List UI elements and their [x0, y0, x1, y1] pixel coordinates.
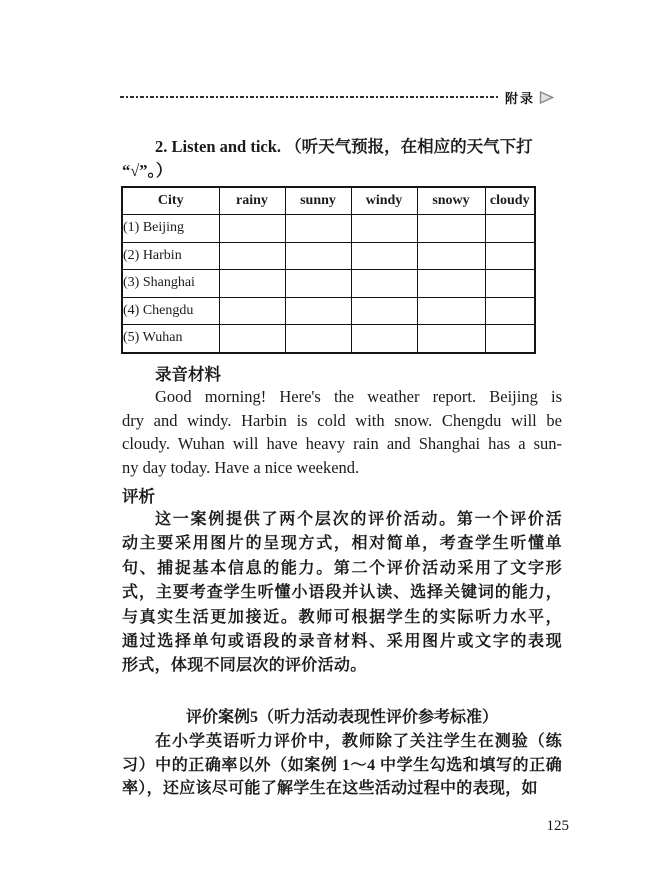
- tick-cell: [219, 325, 285, 353]
- tick-cell: [417, 242, 485, 270]
- analysis-line: 通过选择单句或语段的录音材料、采用图片或文字的表现: [122, 633, 562, 651]
- analysis-line: 式，主要考查学生听懂小语段并认读、选择关键词的能力，: [122, 584, 562, 602]
- table-row: [122, 297, 535, 325]
- col-header-windy: windy: [351, 187, 417, 215]
- city-cell: (4) Chengdu: [122, 297, 219, 325]
- exercise-title-line-2: “√”。）: [122, 161, 173, 180]
- tick-cell: [351, 325, 417, 353]
- tick-cell: [285, 270, 351, 298]
- tick-cell: [285, 242, 351, 270]
- city-cell: (1) Beijing: [122, 215, 219, 243]
- analysis-line: 句、捕捉基本信息的能力。第二个评价活动采用了文字形: [122, 559, 562, 577]
- tick-cell: [285, 297, 351, 325]
- right-triangle-icon: [539, 91, 554, 104]
- case5-paragraph: [122, 730, 562, 801]
- tick-cell: [285, 325, 351, 353]
- exercise-title-line-1: 2. Listen and tick. （听天气预报，在相应的天气下打: [155, 137, 533, 156]
- analysis-paragraph: [122, 508, 562, 679]
- analysis-line: 这一案例提供了两个层次的评价活动。第一个评价活: [155, 511, 562, 528]
- page-number: 125: [546, 818, 569, 834]
- tick-cell: [351, 270, 417, 298]
- tick-cell: [351, 297, 417, 325]
- exercise-title: [122, 135, 562, 183]
- analysis-line: 形式，体现不同层次的评价活动。: [122, 657, 367, 675]
- case5-heading: 评价案例5（听力活动表现性评价参考标准）: [185, 709, 498, 726]
- table-row: [122, 325, 535, 353]
- analysis-line: 动主要采用图片的呈现方式，相对简单，考查学生听懂单: [122, 535, 562, 553]
- analysis-line: 与真实生活更加接近。教师可根据学生的实际听力水平，: [122, 608, 562, 626]
- transcript-line: cloudy. Wuhan will have heavy rain and Shanghai has a sun-: [122, 434, 562, 454]
- recording-heading: 录音材料: [155, 365, 221, 384]
- header-section-label: 附录: [504, 90, 535, 106]
- tick-cell: [417, 297, 485, 325]
- recording-transcript: [122, 385, 562, 480]
- tick-cell: [285, 215, 351, 243]
- city-cell: (3) Shanghai: [122, 270, 219, 298]
- tick-cell: [351, 242, 417, 270]
- case5-line: 在小学英语听力评价中，教师除了关注学生在测验（练: [155, 733, 562, 750]
- table-row: [122, 242, 535, 270]
- analysis-heading: 评析: [122, 487, 155, 506]
- tick-cell: [485, 297, 535, 325]
- tick-cell: [485, 270, 535, 298]
- table-row: [122, 270, 535, 298]
- tick-cell: [485, 325, 535, 353]
- weather-table-section: [121, 186, 561, 354]
- tick-cell: [351, 215, 417, 243]
- col-header-cloudy: cloudy: [485, 187, 535, 215]
- case5-line: 率），还应该尽可能了解学生在这些活动过程中的表现，如: [122, 780, 538, 798]
- city-cell: (2) Harbin: [122, 242, 219, 270]
- tick-cell: [417, 325, 485, 353]
- tick-cell: [219, 215, 285, 243]
- tick-cell: [485, 215, 535, 243]
- transcript-line: dry and windy. Harbin is cold with snow. Chengdu will be: [122, 410, 562, 430]
- tick-cell: [219, 297, 285, 325]
- tick-cell: [417, 270, 485, 298]
- city-cell: (5) Wuhan: [122, 325, 219, 353]
- tick-cell: [485, 242, 535, 270]
- table-header-row: [122, 187, 535, 215]
- table-row: [122, 215, 535, 243]
- page-header: [120, 89, 554, 105]
- tick-cell: [219, 270, 285, 298]
- col-header-snowy: snowy: [417, 187, 485, 215]
- col-header-city: City: [122, 187, 219, 215]
- case5-line: 习）中的正确率以外（如案例 1～4 中学生勾选和填写的正确: [122, 756, 562, 774]
- tick-cell: [417, 215, 485, 243]
- transcript-line: ny day today. Have a nice weekend.: [122, 458, 360, 478]
- col-header-sunny: sunny: [285, 187, 351, 215]
- col-header-rainy: rainy: [219, 187, 285, 215]
- header-dotted-rule: [120, 96, 498, 98]
- tick-cell: [219, 242, 285, 270]
- transcript-line: Good morning! Here's the weather report. Beijing is: [155, 387, 562, 406]
- weather-table: [121, 186, 536, 354]
